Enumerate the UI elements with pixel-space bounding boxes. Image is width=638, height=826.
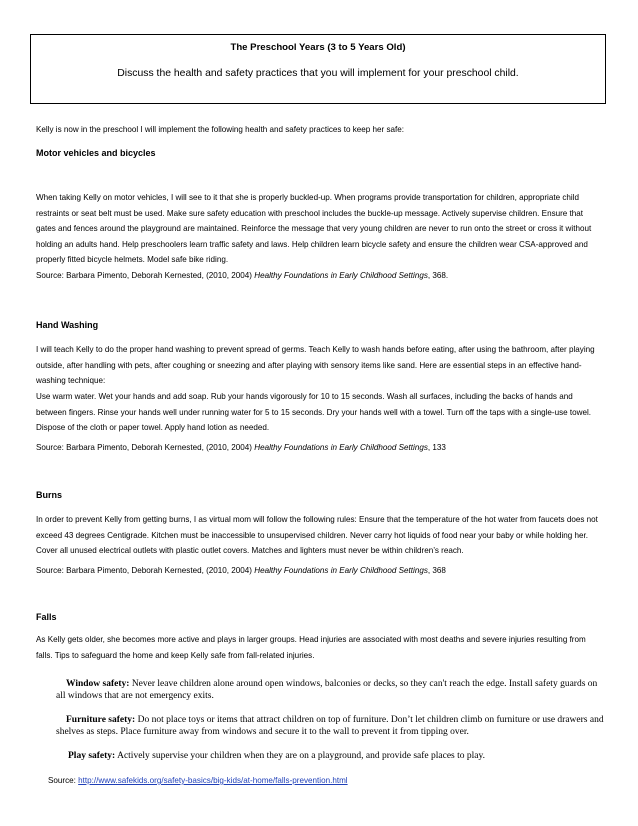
source-book-title: Healthy Foundations in Early Childhood Settings [254,443,428,452]
section-heading-motor: Motor vehicles and bicycles [36,148,156,158]
play-safety-label: Play safety: [68,751,116,761]
source-suffix: , 133 [427,443,446,452]
hand-washing-steps: Use warm water. Wet your hands and add soap. Rub your hands vigorously for 10 to 15 seconds. Wash all surfaces, including the backs of hands and between fingers. Rinse your hands well under running water for 5 to 15 seconds. Dry your hands well with a towel. Turn off the taps with a single-use towel. Dispose of the cloth or paper towel. Apply hand lotion as needed. [36,392,592,433]
play-safety-tip [68,750,604,762]
falls-body: As Kelly gets older, she becomes more active and plays in larger groups. Head injuries are associated with most deaths and severe injuries resulting from falls. Tips to safeguard the home and keep Kelly safe from fall-related injuries. [36,635,586,660]
intro-paragraph: Kelly is now in the preschool I will implement the following health and safety practices to keep her safe: [36,125,405,134]
source-book-title: Healthy Foundations in Early Childhood Settings [254,271,428,280]
play-safety-text: Actively supervise your children when they are on a playground, and provide safe places to play. [115,751,486,761]
falls-source [48,773,604,789]
hand-washing-source [36,440,604,456]
motor-body: When taking Kelly on motor vehicles, I will see to it that she is properly buckled-up. When programs provide transportation for children, appropriate child restraints or seat belt must be used. Make sure safety education with preschool includes the buckle-up message. Actively supervise children. Ensure that gates and fences around the playground are maintained. Reinforce the message that very young children are never to run onto the street or cross it without holding an adults hand. Help preschoolers learn traffic safety and laws. Help children learn bicycle safety and ensure the children wear CSA-approved and properly fitted bicycle helmets. Model safe bike riding. [36,193,592,265]
hand-washing-body: I will teach Kelly to do the proper hand washing to prevent spread of germs. Teach Kelly to wash hands before eating, after using the bathroom, after playing outside, after handling with pets, after coughing or sneezing and after playing with sensory items like sand. Here are essential steps in an effective hand-washing technique: [36,345,595,386]
assignment-prompt: Discuss the health and safety practices that you will implement for your preschool child. [117,68,519,79]
section-heading-falls: Falls [36,612,57,622]
source-prefix: Source: Barbara Pimento, Deborah Kernested, (2010, 2004) [36,443,255,452]
source-suffix: , 368 [427,566,446,575]
furniture-safety-text: Do not place toys or items that attract children on top of furniture. Don’t let children climb on furniture or use drawers and shelves as steps. Place furniture away from windows and secure it to the wall to prevent it from tipping over. [56,715,604,737]
section-heading-hand-washing: Hand Washing [36,320,99,330]
window-safety-tip [56,678,604,702]
source-book-title: Healthy Foundations in Early Childhood Settings [254,566,428,575]
source-prefix: Source: [48,776,79,785]
burns-body: In order to prevent Kelly from getting burns, I as virtual mom will follow the following rules: Ensure that the temperature of the hot water from faucets does not exceed 43 degrees Centigrade. Kitchen must be inaccessible to unsupervised children. Never carry hot liquids of food near your baby or while holding her. Cover all unused electrical outlets with plastic outlet covers. Matches and lighters must never be within children’s reach. [36,515,598,556]
source-prefix: Source: Barbara Pimento, Deborah Kernested, (2010, 2004) [36,566,255,575]
source-suffix: , 368. [427,271,449,280]
furniture-safety-label: Furniture safety: [66,715,136,725]
assignment-title: The Preschool Years (3 to 5 Years Old) [230,42,406,53]
assignment-header-box [30,34,606,104]
motor-source [36,268,604,284]
burns-source [36,563,604,579]
window-safety-text: Never leave children alone around open windows, balconies or decks, so they can't reach the edge. Install safety guards on all windows that are not emergency exits. [56,679,598,701]
window-safety-label: Window safety: [66,679,130,689]
source-link[interactable]: http://www.safekids.org/safety-basics/big-kids/at-home/falls-prevention.html [78,776,348,785]
section-heading-burns: Burns [36,490,63,500]
furniture-safety-tip [56,714,604,738]
source-prefix: Source: Barbara Pimento, Deborah Kernested, (2010, 2004) [36,271,255,280]
